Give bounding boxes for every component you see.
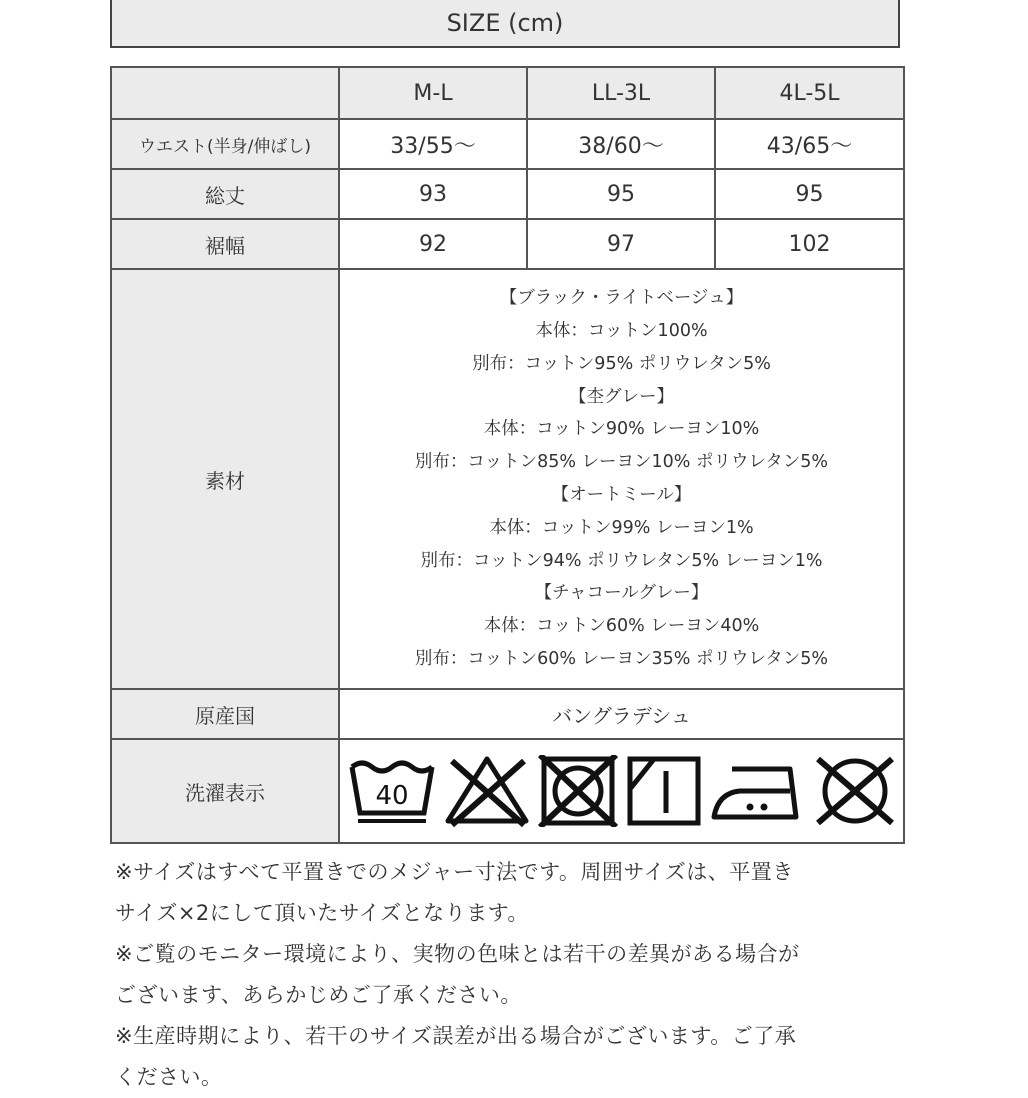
table-row — [111, 169, 904, 219]
material-list — [340, 282, 903, 676]
origin-row — [111, 689, 904, 739]
no-tumble-dry-icon — [538, 755, 618, 827]
row-label-hem-width: 裾幅 — [111, 219, 339, 269]
table-header-row — [111, 67, 904, 119]
size-title: SIZE (cm) — [110, 0, 900, 48]
table-cell: 93 — [339, 169, 527, 219]
table-cell: 95 — [527, 169, 715, 219]
column-header-m-l: M-L — [339, 67, 527, 119]
note-line: サイズ×2にして頂いたサイズとなります。 — [115, 901, 529, 925]
table-cell: 43/65～ — [715, 119, 904, 169]
material-line: 別布：コットン95% ポリウレタン5% — [472, 353, 771, 374]
line-dry-icon — [626, 755, 702, 827]
origin-value: バングラデシュ — [339, 689, 904, 739]
note-line: ※生産時期により、若干のサイズ誤差が出る場合がございます。ご了承 — [115, 1024, 797, 1048]
material-line: 【杢グレー】 — [569, 386, 674, 407]
table-cell: 38/60～ — [527, 119, 715, 169]
row-label-care: 洗濯表示 — [111, 739, 339, 843]
column-header-4l-5l: 4L-5L — [715, 67, 904, 119]
iron-medium-icon — [710, 755, 806, 827]
wash-temperature: 40 — [374, 781, 409, 811]
material-cell — [339, 269, 904, 689]
table-row — [111, 119, 904, 169]
care-symbols-cell — [339, 739, 904, 843]
table-cell: 33/55～ — [339, 119, 527, 169]
row-label-length: 総丈 — [111, 169, 339, 219]
table-cell: 102 — [715, 219, 904, 269]
no-dry-clean-icon — [814, 755, 896, 827]
note-line: ※ご覧のモニター環境により、実物の色味とは若干の差異がある場合が — [115, 942, 800, 966]
material-line: 本体：コットン60% レーヨン40% — [483, 616, 760, 637]
material-line: 【ブラック・ライトベージュ】 — [499, 288, 744, 309]
note-line: ください。 — [115, 1065, 223, 1089]
material-line: 本体：コットン90% レーヨン10% — [483, 419, 760, 440]
material-line: 別布：コットン94% ポリウレタン5% レーヨン1% — [420, 550, 823, 571]
care-row — [111, 739, 904, 843]
table-cell: 92 — [339, 219, 527, 269]
material-row — [111, 269, 904, 689]
material-line: 本体：コットン99% レーヨン1% — [489, 517, 754, 538]
table-cell: 97 — [527, 219, 715, 269]
size-table — [110, 66, 905, 844]
material-line: 別布：コットン85% レーヨン10% ポリウレタン5% — [414, 452, 829, 473]
material-line: 別布：コットン60% レーヨン35% ポリウレタン5% — [414, 648, 829, 669]
size-notes — [115, 852, 905, 1098]
column-header-ll-3l: LL-3L — [527, 67, 715, 119]
row-label-waist: ウエスト(半身/伸ばし) — [111, 119, 339, 169]
no-bleach-icon — [444, 755, 530, 827]
material-line: 【チャコールグレー】 — [534, 583, 709, 604]
row-label-material: 素材 — [111, 269, 339, 689]
header-corner — [111, 67, 339, 119]
wash-40-gentle-icon — [348, 755, 436, 827]
note-line: ございます、あらかじめご了承ください。 — [115, 983, 522, 1007]
note-line: ※サイズはすべて平置きでのメジャー寸法です。周囲サイズは、平置き — [115, 860, 794, 884]
table-cell: 95 — [715, 169, 904, 219]
care-symbols — [340, 740, 903, 842]
material-line: 【オートミール】 — [551, 485, 692, 505]
material-line: 本体：コットン100% — [535, 321, 708, 342]
row-label-origin: 原産国 — [111, 689, 339, 739]
table-row — [111, 219, 904, 269]
